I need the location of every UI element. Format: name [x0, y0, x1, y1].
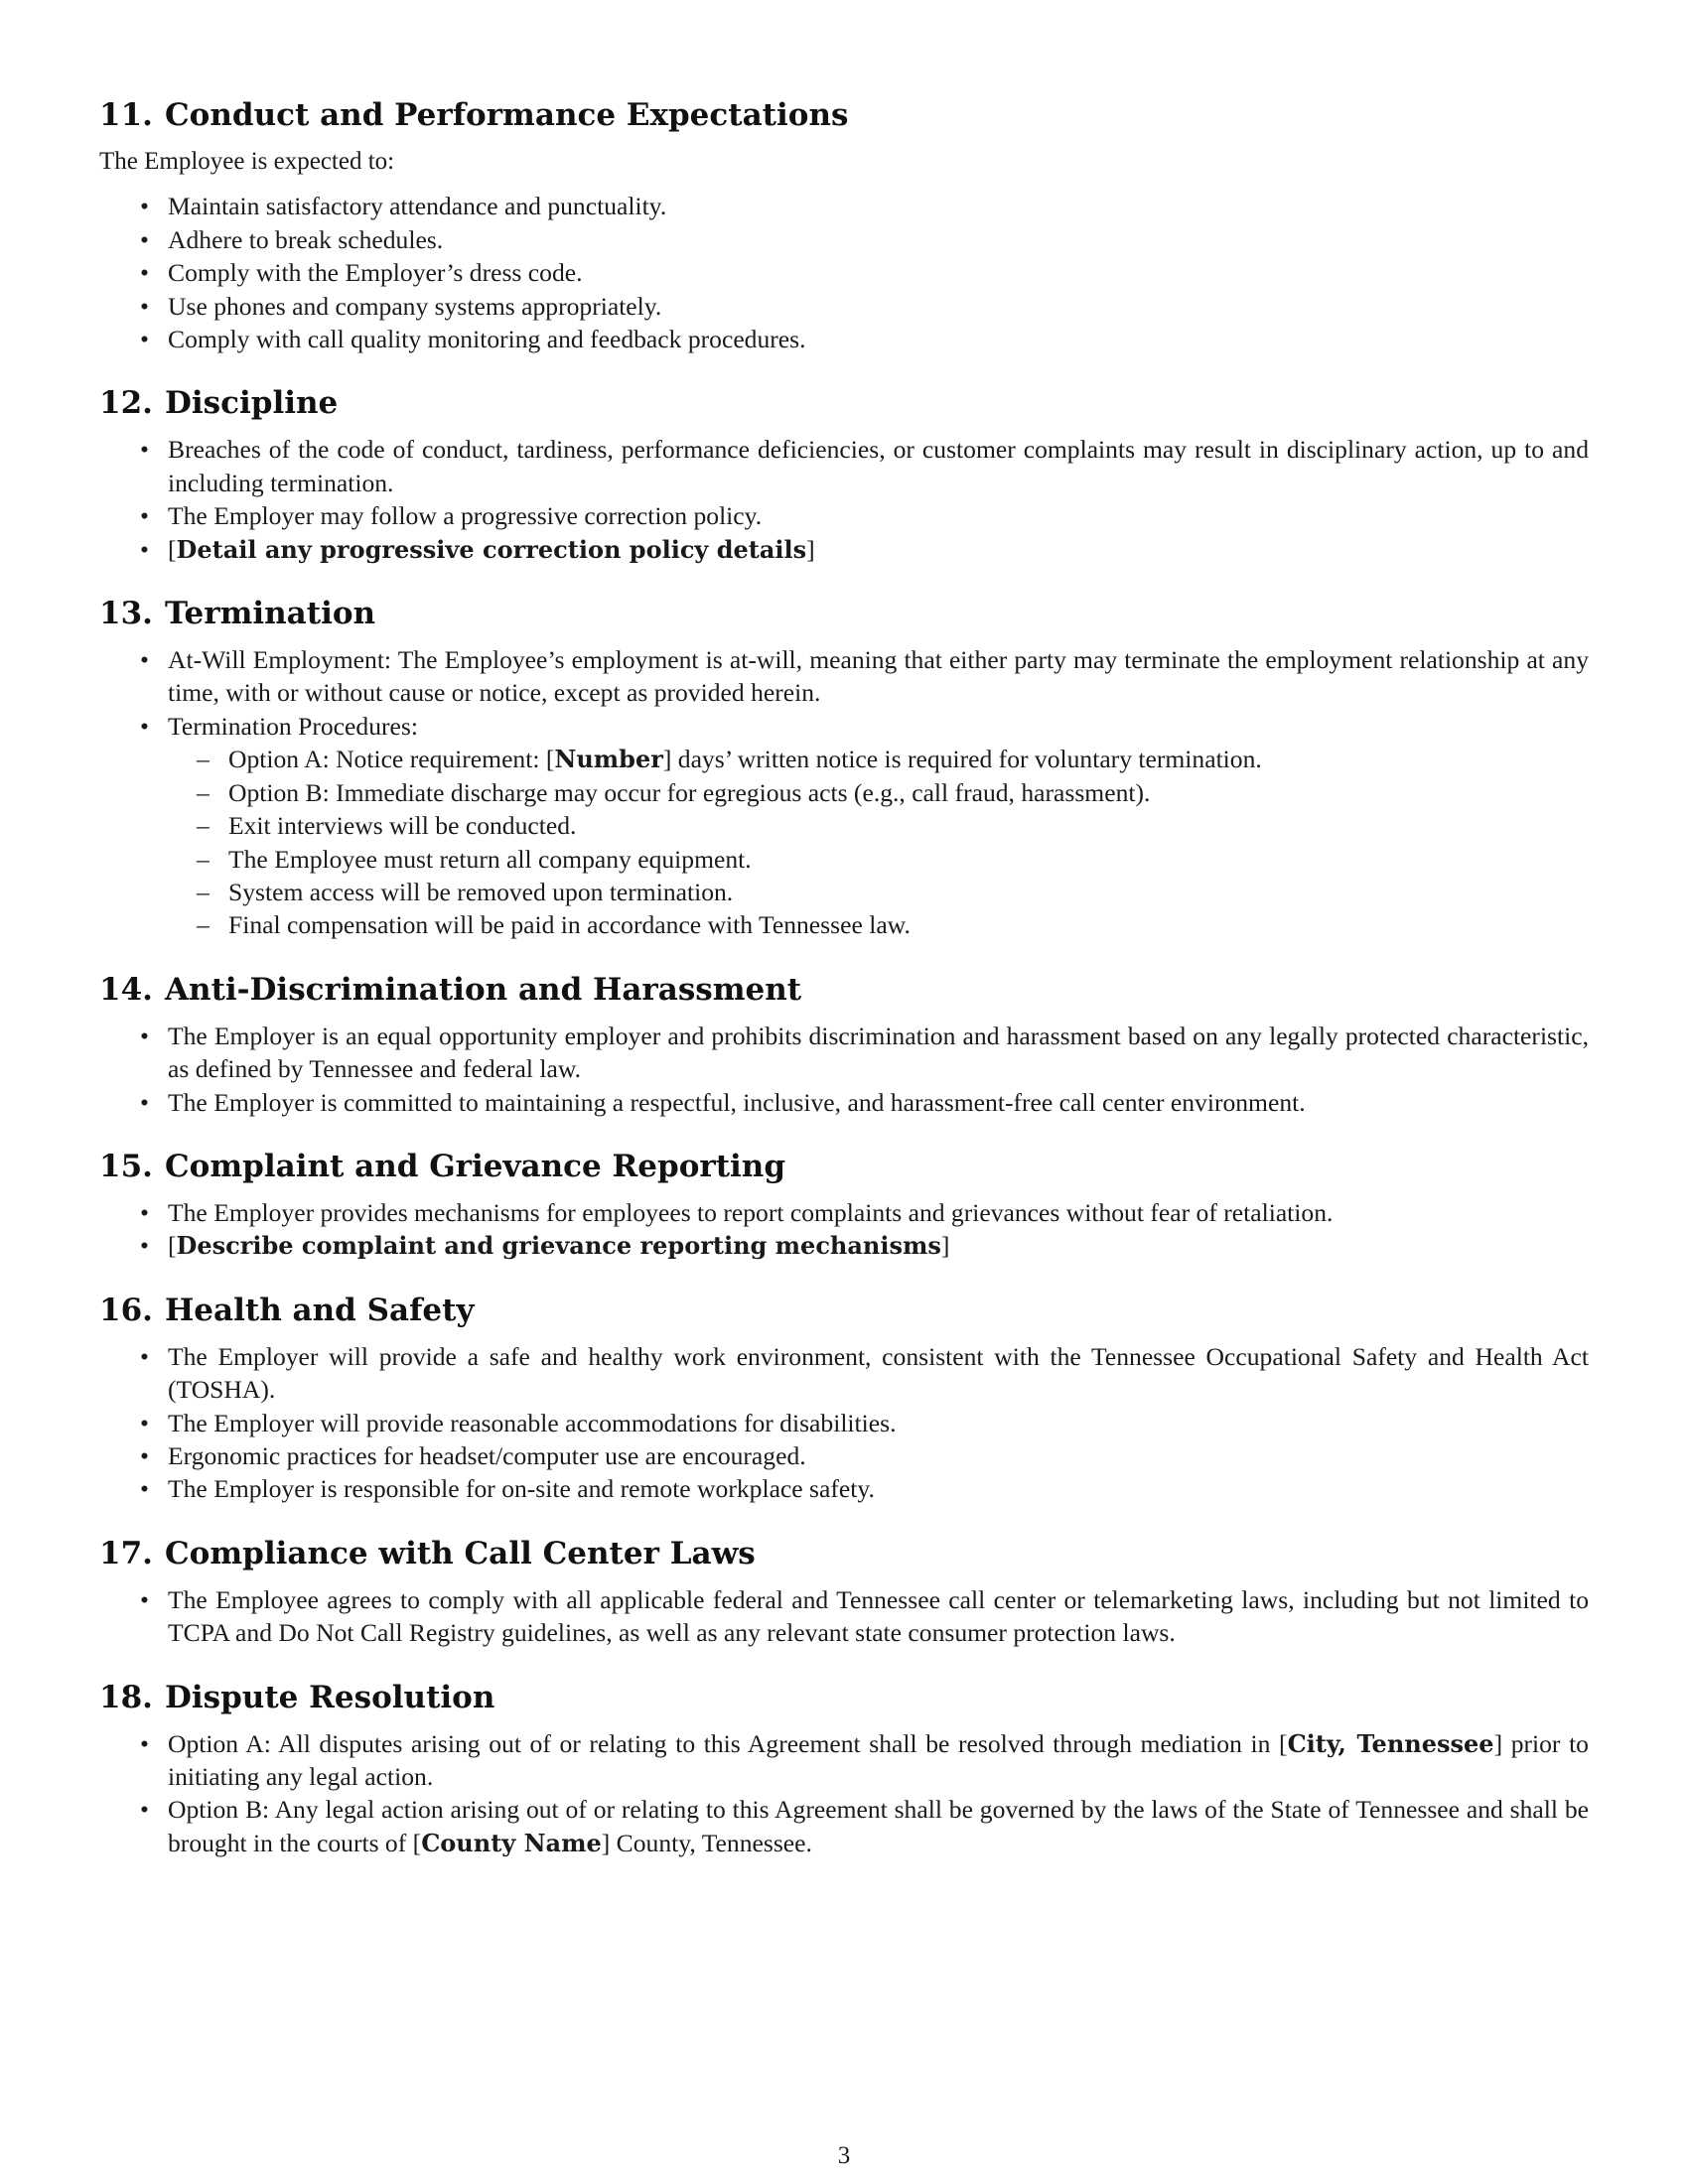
option-a-text: Option A: All disputes arising out of or relating to this Agreement shall be resolved through mediation in [	[168, 1728, 1288, 1758]
section-title: Discipline	[165, 385, 339, 422]
section-17	[99, 1534, 1589, 1650]
option-a-text-end: ] prior to initiating any legal action.	[168, 1728, 1589, 1791]
bullet-list	[99, 1727, 1589, 1860]
section-15	[99, 1147, 1589, 1263]
bullet-list	[99, 433, 1589, 566]
list-item: • The Employer will provide a safe and healthy work environment, consistent with the Tennessee Occupational Safety and Health Act (TOSHA).	[99, 1340, 1589, 1407]
placeholder-item: • [Describe complaint and grievance reporting mechanisms]	[99, 1229, 1589, 1262]
list-item: • Ergonomic practices for headset/computer use are encouraged.	[99, 1439, 1589, 1472]
section-number: 18.	[99, 1679, 153, 1715]
list-item	[99, 1727, 1589, 1794]
placeholder-item: • [Detail any progressive correction policy details]	[99, 533, 1589, 566]
section-heading	[99, 383, 1589, 423]
section-12	[99, 383, 1589, 566]
option-a-text-end: ] days’ written notice is required for voluntary termination.	[662, 745, 1262, 774]
section-title: Conduct and Performance Expectations	[165, 97, 849, 133]
section-title: Dispute Resolution	[165, 1679, 495, 1715]
list-item: • At-Will Employment: The Employee’s employment is at-will, meaning that either party may terminate the employment relationship at any time, with or without cause or notice, except as provided herein.	[99, 643, 1589, 710]
placeholder-text: Describe complaint and grievance reporting mechanisms	[176, 1231, 941, 1261]
sub-list-item: – System access will be removed upon termination.	[168, 876, 1589, 908]
section-heading	[99, 970, 1589, 1010]
list-item: • Comply with call quality monitoring and feedback procedures.	[99, 323, 1589, 355]
sub-list-item: – The Employee must return all company equipment.	[168, 843, 1589, 876]
bullet-list	[99, 1583, 1589, 1650]
option-a-text: Option A: Notice requirement: [	[228, 745, 555, 774]
bullet-list	[99, 190, 1589, 355]
option-b-text-end: ] County, Tennessee.	[601, 1828, 812, 1857]
intro-text: The Employee is expected to:	[99, 148, 395, 175]
section-title: Health and Safety	[165, 1292, 475, 1328]
list-item: • The Employer will provide reasonable accommodations for disabilities.	[99, 1407, 1589, 1439]
section-heading	[99, 1534, 1589, 1573]
sub-list-item: – Option B: Immediate discharge may occur for egregious acts (e.g., call fraud, harassment).	[168, 776, 1589, 809]
section-title: Complaint and Grievance Reporting	[165, 1148, 786, 1184]
section-title: Compliance with Call Center Laws	[165, 1535, 756, 1571]
section-number: 12.	[99, 385, 153, 422]
procedures-label: Termination Procedures:	[168, 711, 418, 741]
section-title: Anti-Discrimination and Harassment	[165, 971, 802, 1008]
sub-list-item: – Exit interviews will be conducted.	[168, 809, 1589, 842]
section-number: 17.	[99, 1535, 153, 1571]
section-16	[99, 1291, 1589, 1506]
placeholder-text: Number	[554, 745, 663, 774]
section-heading	[99, 1291, 1589, 1330]
section-heading	[99, 594, 1589, 633]
list-item: • The Employee agrees to comply with all applicable federal and Tennessee call center or telemarketing laws, including but not limited to TCPA and Do Not Call Registry guidelines, as well as any relevant state consumer protection laws.	[99, 1583, 1589, 1650]
bullet-list	[99, 643, 1589, 942]
list-item: • The Employer is an equal opportunity employer and prohibits discrimination and harassment based on any legally protected characteristic, as defined by Tennessee and federal law.	[99, 1020, 1589, 1086]
sub-list	[168, 743, 1589, 941]
section-number: 11.	[99, 97, 153, 133]
list-item: • Comply with the Employer’s dress code.	[99, 256, 1589, 289]
page-number: 3	[837, 2142, 851, 2169]
section-heading	[99, 95, 1589, 135]
section-14	[99, 970, 1589, 1119]
list-item: • Use phones and company systems appropriately.	[99, 290, 1589, 323]
sub-list-item	[168, 743, 1589, 775]
section-heading	[99, 1678, 1589, 1717]
section-heading	[99, 1147, 1589, 1186]
list-item: • The Employer provides mechanisms for employees to report complaints and grievances without fear of retaliation.	[99, 1196, 1589, 1229]
bullet-list	[99, 1020, 1589, 1119]
section-title: Termination	[165, 596, 376, 632]
list-item: • The Employer is committed to maintaining a respectful, inclusive, and harassment-free call center environment.	[99, 1086, 1589, 1119]
list-item: • Breaches of the code of conduct, tardiness, performance deficiencies, or customer complaints may result in disciplinary action, up to and including termination.	[99, 433, 1589, 499]
placeholder-text: City, Tennessee	[1287, 1728, 1494, 1758]
placeholder-text: County Name	[421, 1828, 602, 1857]
list-item: • Adhere to break schedules.	[99, 223, 1589, 256]
list-item	[99, 710, 1589, 942]
section-13	[99, 594, 1589, 942]
sub-list-item: – Final compensation will be paid in accordance with Tennessee law.	[168, 908, 1589, 941]
list-item: • The Employer is responsible for on-site and remote workplace safety.	[99, 1472, 1589, 1505]
option-b-text: Option B: Any legal action arising out of or relating to this Agreement shall be governed by the laws of the State of Tennessee and shall be brought in the courts of [	[168, 1795, 1589, 1857]
section-18	[99, 1678, 1589, 1860]
placeholder-text: Detail any progressive correction policy details	[176, 534, 807, 564]
page-content	[99, 95, 1589, 1887]
section-number: 14.	[99, 971, 153, 1008]
bullet-list	[99, 1340, 1589, 1506]
list-item: • The Employer may follow a progressive correction policy.	[99, 499, 1589, 532]
section-11	[99, 95, 1589, 355]
list-item	[99, 1793, 1589, 1859]
list-item: • Maintain satisfactory attendance and punctuality.	[99, 190, 1589, 222]
section-number: 15.	[99, 1148, 153, 1184]
section-number: 16.	[99, 1292, 153, 1328]
section-number: 13.	[99, 596, 153, 632]
bullet-list	[99, 1196, 1589, 1263]
